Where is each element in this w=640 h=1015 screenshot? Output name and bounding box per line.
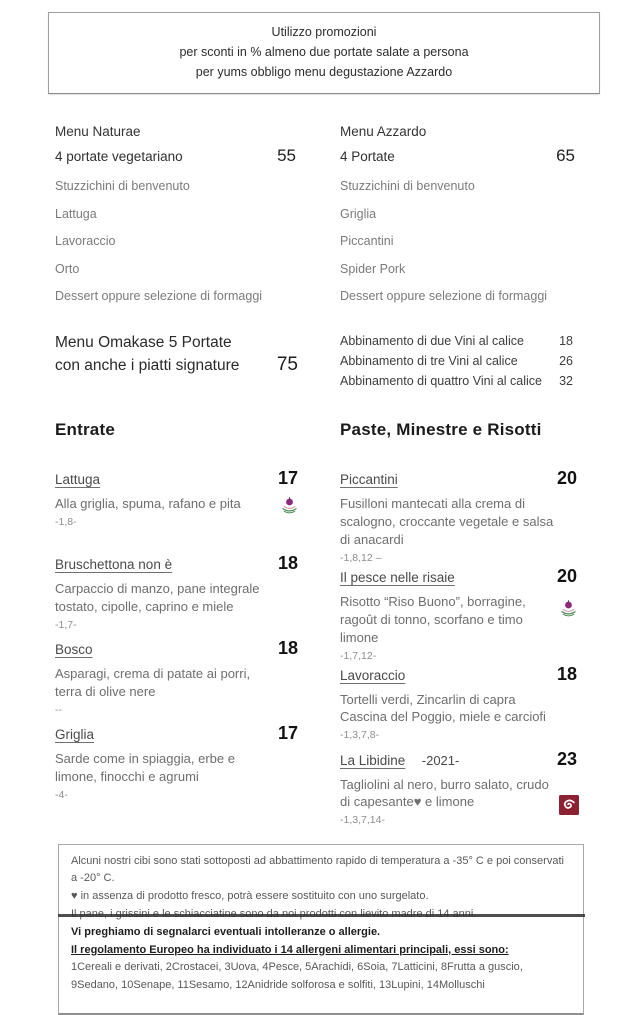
dish-price: 17 <box>278 723 308 744</box>
course-item: Piccantini <box>340 235 587 248</box>
dish-name-group <box>340 752 459 770</box>
wine-pairing-price: 18 <box>559 334 587 350</box>
promo-line: per sconti in % almeno due portate salate a persona <box>55 42 593 62</box>
section-heading: Entrate <box>55 420 308 440</box>
dish-name: Griglia <box>55 727 94 742</box>
menu-courses <box>340 180 587 303</box>
dish <box>55 553 308 636</box>
course-item: Lattuga <box>55 208 308 221</box>
menu-title: Menu Azzardo <box>340 124 587 139</box>
dish <box>55 468 308 551</box>
course-item: Stuzzichini di benvenuto <box>55 180 308 193</box>
red-swirl-badge-icon <box>559 795 579 815</box>
omakase-subtitle: con anche i piatti signature <box>55 355 239 377</box>
promo-box <box>48 12 600 94</box>
wine-pairing-label: Abbinamento di due Vini al calice <box>340 334 524 350</box>
wine-pairings-block <box>340 334 587 394</box>
dish-allergens: -1,8,12 – <box>340 552 587 564</box>
scan-bottom-edge <box>58 914 585 917</box>
dish-allergens: -4- <box>55 789 308 801</box>
tasting-menus-row <box>0 124 640 318</box>
wine-pairing-label: Abbinamento di quattro Vini al calice <box>340 374 542 390</box>
wine-pairing-row <box>340 334 587 350</box>
dish-description: Carpaccio di manzo, pane integrale tostato, cipolle, caprino e miele <box>55 580 277 616</box>
dish-description: Tagliolini al nero, burro salato, crudo di capesante♥ e limone <box>340 776 562 812</box>
menu-price: 55 <box>277 146 308 166</box>
section-heading: Paste, Minestre e Risotti <box>340 420 587 440</box>
menu-naturae <box>55 124 308 318</box>
dish-price: 18 <box>278 638 308 659</box>
menu-azzardo <box>340 124 587 318</box>
menu-subtitle: 4 portate vegetariano <box>55 149 183 164</box>
promo-line: per yums obbligo menu degustazione Azzardo <box>55 62 593 82</box>
course-item: Stuzzichini di benvenuto <box>340 180 587 193</box>
omakase-title: Menu Omakase 5 Portate <box>55 332 308 354</box>
dish-name: Bosco <box>55 642 93 657</box>
signature-flower-icon <box>558 598 579 619</box>
menu-subtitle: 4 Portate <box>340 149 395 164</box>
wine-pairing-price: 32 <box>559 374 587 390</box>
section-entrate <box>55 420 308 834</box>
menu-courses <box>55 180 308 303</box>
allergen-list: 1Cereali e derivati, 2Crostacei, 3Uova, 4Pesce, 5Arachidi, 6Soia, 7Latticini, 8Frutta a guscio, 9Sedano, 10Senape, 11Sesamo, 12Anidride solforosa e solfiti, 13Lupini, 14Molluschi <box>71 959 571 995</box>
notice-line: ♥ in assenza di prodotto fresco, potrà essere sostituito con uno surgelato. <box>71 888 571 906</box>
dish-description: Alla griglia, spuma, rafano e pita <box>55 495 277 513</box>
dish-name: Lattuga <box>55 472 100 487</box>
allergen-notice-box <box>58 844 584 1015</box>
signature-flower-icon <box>279 495 300 516</box>
wine-pairing-row <box>340 374 587 390</box>
dish <box>340 664 587 747</box>
menu-page <box>0 12 640 917</box>
dish-sections-row <box>0 420 640 834</box>
dish-name: Il pesce nelle risaie <box>340 570 455 585</box>
course-item: Lavoraccio <box>55 235 308 248</box>
dish <box>55 723 308 806</box>
wine-pairing-label: Abbinamento di tre Vini al calice <box>340 354 518 370</box>
dish <box>340 566 587 662</box>
menu-subrow <box>55 146 308 166</box>
course-item: Orto <box>55 263 308 276</box>
menu-subrow <box>340 146 587 166</box>
dish-description: Sarde come in spiaggia, erbe e limone, finocchi e agrumi <box>55 750 277 786</box>
dish-price: 20 <box>557 566 587 587</box>
dish-allergens: -1,7- <box>55 619 308 631</box>
dish <box>340 749 587 832</box>
dish-price: 18 <box>557 664 587 685</box>
dish-allergens: -1,3,7,8- <box>340 729 587 741</box>
dish-name: Bruschettona non è <box>55 557 172 572</box>
course-item: Dessert oppure selezione di formaggi <box>55 290 308 303</box>
dish-allergens: -- <box>55 704 308 716</box>
dish <box>55 638 308 721</box>
dish-name: Lavoraccio <box>340 668 405 683</box>
course-item: Dessert oppure selezione di formaggi <box>340 290 587 303</box>
omakase-price: 75 <box>277 354 308 376</box>
dish-vintage-note: -2021- <box>422 753 460 768</box>
course-item: Griglia <box>340 208 587 221</box>
dish-allergens: -1,7,12- <box>340 650 587 662</box>
dish-description: Asparagi, crema di patate ai porri, terra di olive nere <box>55 665 277 701</box>
notice-line-bold: Vi preghiamo di segnalarci eventuali intolleranze o allergie. <box>71 924 571 942</box>
dish-price: 18 <box>278 553 308 574</box>
notice-line-underlined: Il regolamento Europeo ha individuato i 14 allergeni alimentari principali, essi sono: <box>71 942 571 960</box>
menu-price: 65 <box>556 146 587 166</box>
dish-price: 20 <box>557 468 587 489</box>
course-item: Spider Pork <box>340 263 587 276</box>
dish-name: Piccantini <box>340 472 398 487</box>
dish-name: La Libidine <box>340 753 405 768</box>
omakase-block <box>55 332 308 394</box>
dish <box>340 468 587 564</box>
dish-price: 23 <box>557 749 587 770</box>
dish-description: Risotto “Riso Buono”, borragine, ragoût di tonno, scorfano e timo limone <box>340 593 562 647</box>
dish-allergens: -1,3,7,14- <box>340 814 587 826</box>
dish-price: 17 <box>278 468 308 489</box>
wine-pairing-row <box>340 354 587 370</box>
section-paste-minestre-risotti <box>340 420 587 834</box>
dish-allergens: -1,8- <box>55 516 308 528</box>
dish-description: Fusilloni mantecati alla crema di scalogno, croccante vegetale e salsa di anacardi <box>340 495 562 549</box>
menu-title: Menu Naturae <box>55 124 308 139</box>
promo-line: Utilizzo promozioni <box>55 22 593 42</box>
notice-line: Alcuni nostri cibi sono stati sottoposti ad abbattimento rapido di temperatura a -35° C e poi conservati a -20° C. <box>71 853 571 889</box>
omakase-wine-row <box>0 332 640 394</box>
wine-pairing-price: 26 <box>559 354 587 370</box>
dish-description: Tortelli verdi, Zincarlin di capra Cascina del Poggio, miele e carciofi <box>340 691 562 727</box>
